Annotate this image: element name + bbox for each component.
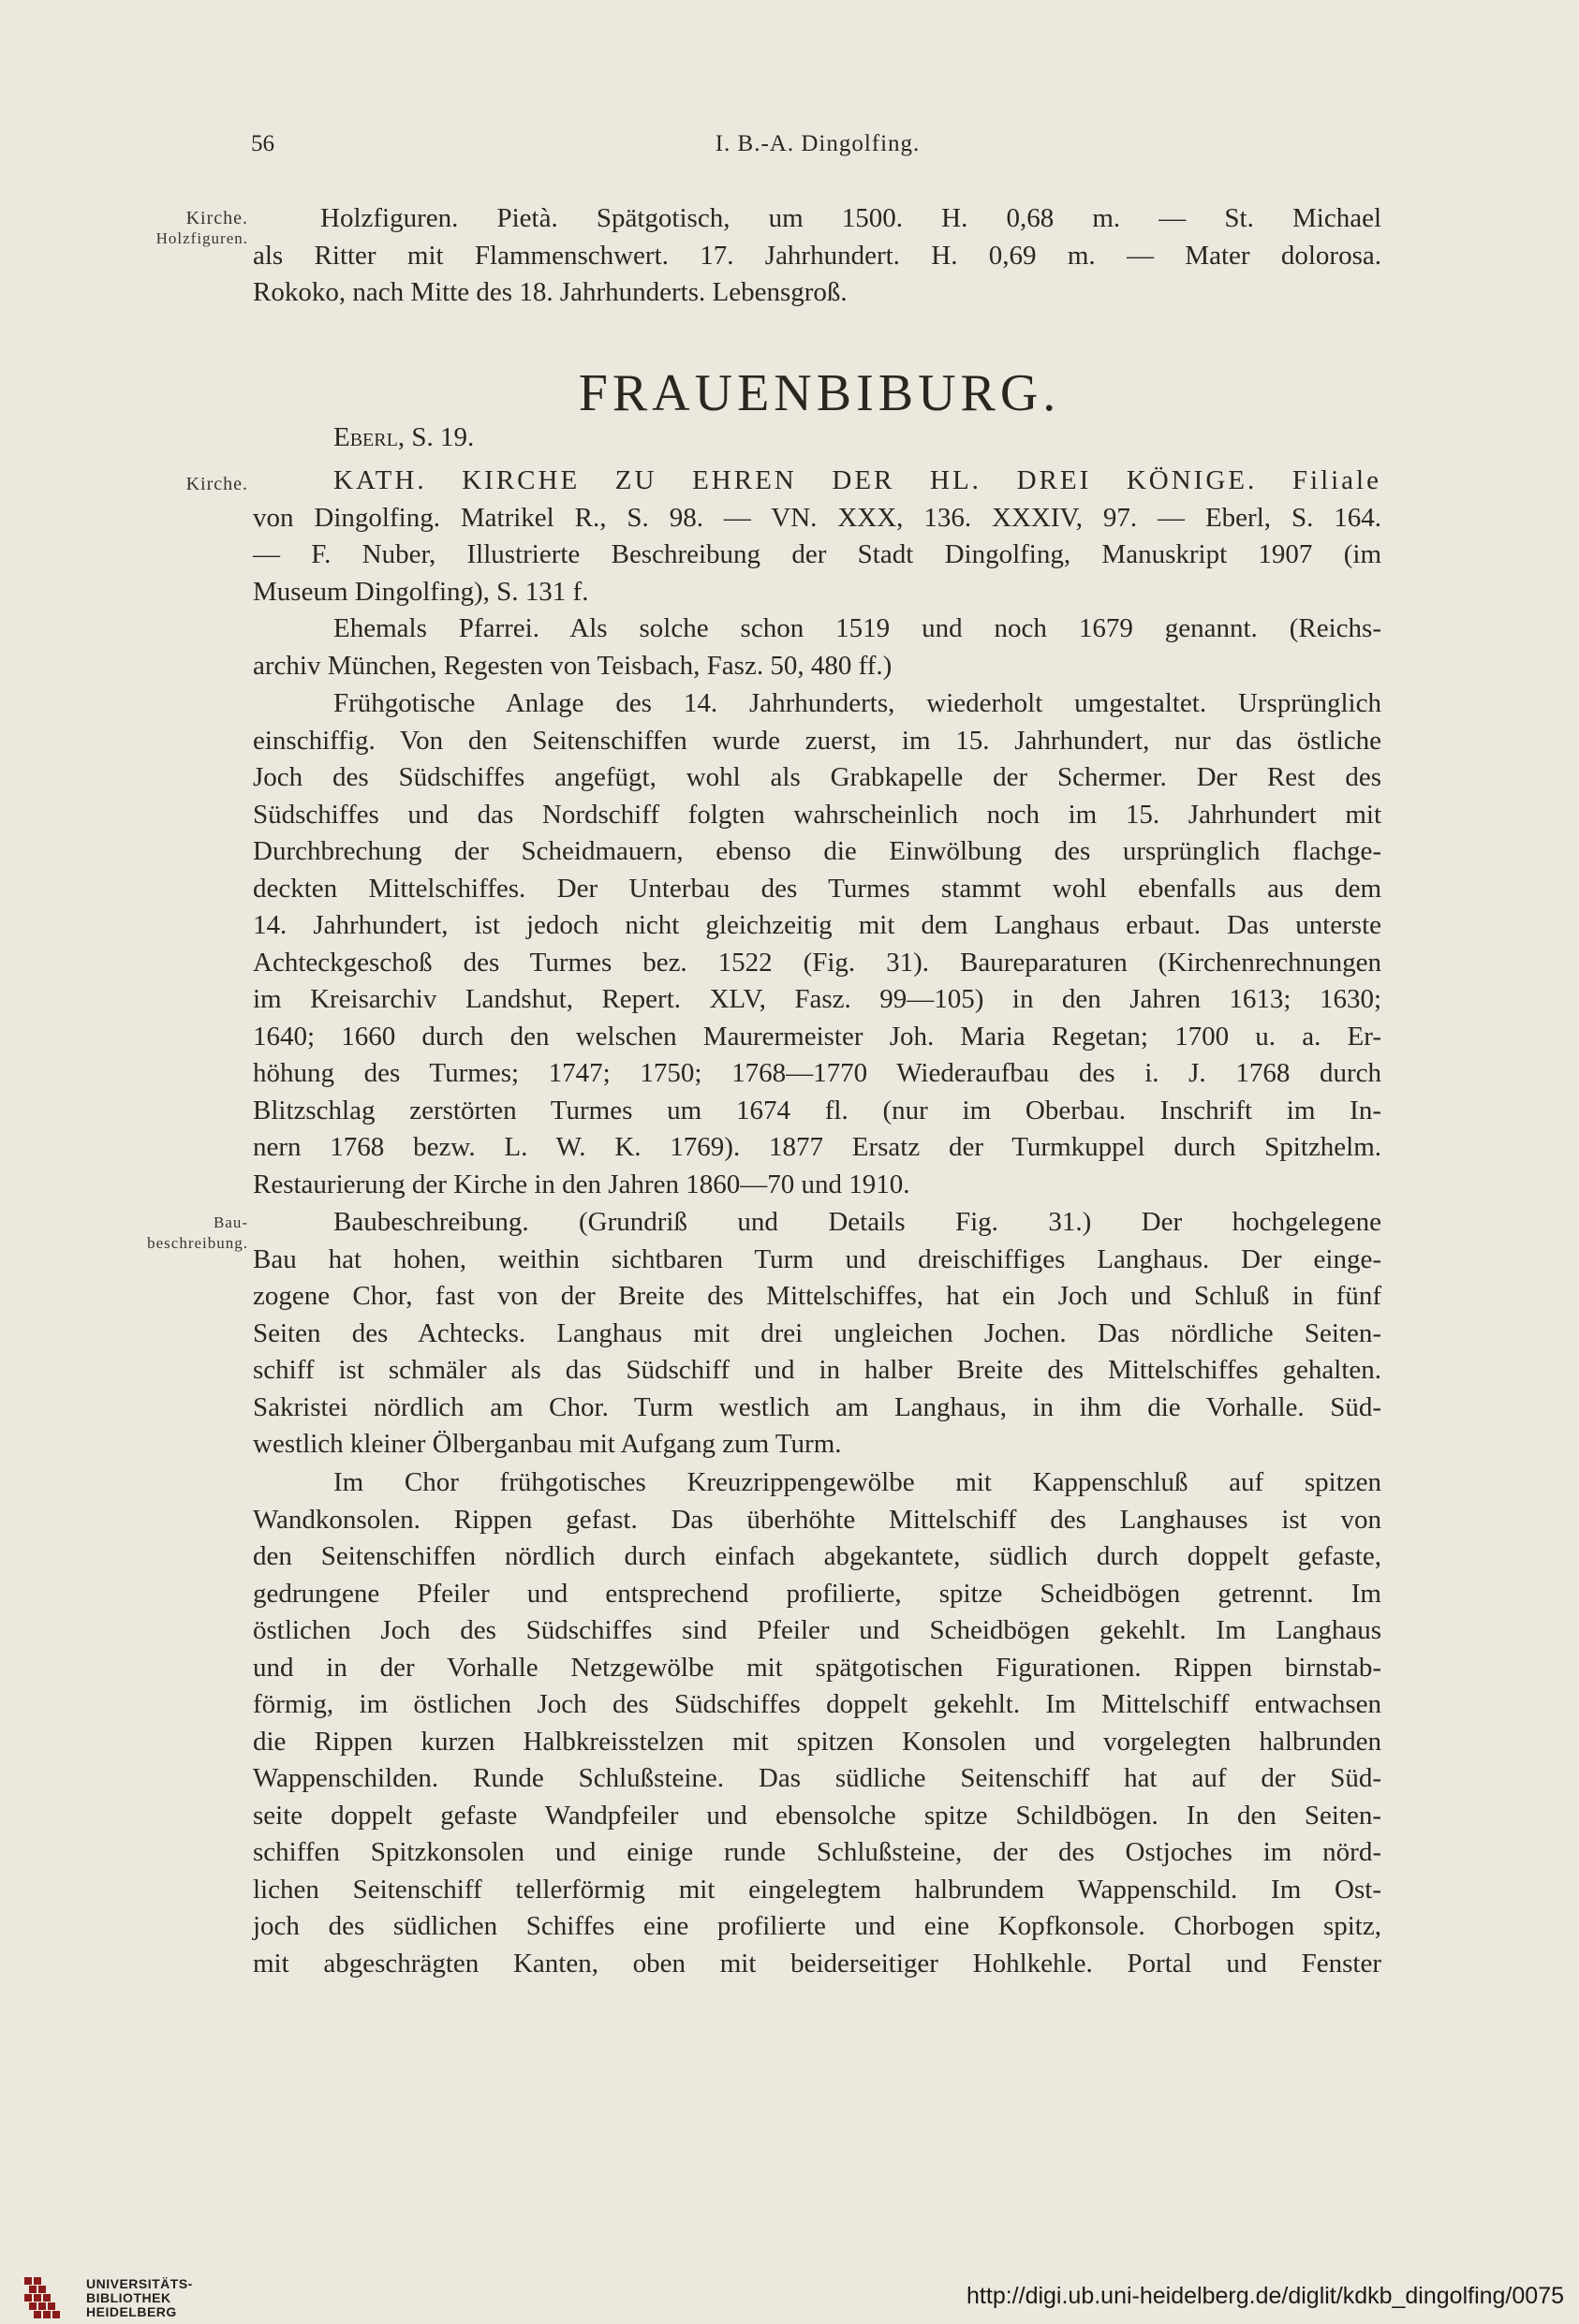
paragraph-history: Frühgotische Anlage des 14. Jahrhunderts, wiederholt umgestaltet. Ursprünglich einschiffig. Von den Seitenschiffen wurde zuerst, im 15. Jahrhundert, nur das östliche Joch des Südschiffes angefügt, wohl als Grabkapelle der Schermer. Der Rest des Südschiffes und das Nordschiff folgten wahrscheinlich noch im 15. Jahrhundert mit Durchbrechung der Scheidmauern, ebenso die Einwölbung des ursprünglich flachge- deckten Mittelschiffes. Der Unterbau des Turmes stammt wohl ebenfalls aus dem 14. Jahrhundert, ist jedoch nicht gleichzeitig mit dem Langhaus erbaut. Das unterste Achteckgeschoß des Turmes bez. 1522 (Fig. 31). Baureparaturen (Kirchenrechnungen im Kreisarchiv Landshut, Repert. XLV, Fasz. 99—105) in den Jahren 1613; 1630; 1640; 1660 durch den welschen Maurermeister Joh. Maria Regetan; 1700 u. a. Er- höhung des Turmes; 1747; 1750; 1768—1770 Wiederaufbau des i. J. 1768 durch Blitzschlag zerstörten Turmes um 1674 fl. (nur im Oberbau. Inschrift im In- nern 1768 bezw. L. W. K. 1769). 1877 Ersatz der Turmkuppel durch Spitzhelm. Restaurierung der Kirche in den Jahren 1860—70 und 1910. [253, 688, 1381, 1199]
page-number: 56 [251, 131, 274, 156]
source-url-link[interactable]: http://digi.ub.uni-heidelberg.de/diglit/kdkb_dingolfing/0075 [967, 2283, 1564, 2309]
margin-note-kirche: Kirche. [185, 474, 248, 494]
reference-line: Eberl, S. 19. [333, 422, 475, 452]
university-seal-icon [19, 2272, 75, 2320]
margin-note-holzfiguren: Kirche. Holzfiguren. [155, 208, 248, 247]
paragraph-church-heading: KATH. KIRCHE ZU EHREN DER HL. DREI KÖNIGE. Filiale von Dingolfing. Matrikel R., S. 98. — VN. XXX, 136. XXXIV, 97. — Eberl, S. 164. — F. Nuber, Illustrierte Beschreibung der Stadt Dingolfing, Manuskript 1907 (im Museum Dingolfing), S. 131 f. [253, 465, 1381, 607]
margin-note-baubeschreibung: Bau- beschreibung. [147, 1213, 248, 1252]
paragraph-baubeschreibung: Baubeschreibung. (Grundriß und Details Fig. 31.) Der hochgelegene Bau hat hohen, weithin sichtbaren Turm und dreischiffiges Langhaus. Der einge- zogene Chor, fast von der Breite des Mittelschiffes, hat ein Joch und Schluß in fünf Seiten des Achtecks. Langhaus mit drei ungleichen Jochen. Das nördliche Seiten- schiff ist schmäler als das Südschiff und in halber Breite des Mittelschiffes gehalten. Sakristei nördlich am Chor. Turm westlich am Langhaus, in ihm die Vorhalle. Süd- westlich kleiner Ölberganbau mit Aufgang zum Turm. [253, 1207, 1381, 1459]
library-name: UNIVERSITÄTS- BIBLIOTHEK HEIDELBERG [86, 2276, 193, 2319]
section-title: FRAUENBIBURG. [578, 364, 1061, 422]
paragraph-pfarrei: Ehemals Pfarrei. Als solche schon 1519 und noch 1679 genannt. (Reichs- archiv München, Regesten von Teisbach, Fasz. 50, 480 ff.) [253, 613, 1381, 681]
footer-bar [0, 2266, 1579, 2324]
paragraph-holzfiguren: Holzfiguren. Pietà. Spätgotisch, um 1500. H. 0,68 m. — St. Michael als Ritter mit Flammenschwert. 17. Jahrhundert. H. 0,69 m. — Mater dolorosa. Rokoko, nach Mitte des 18. Jahrhunderts. Lebensgroß. [253, 203, 1381, 307]
running-title: I. B.-A. Dingolfing. [715, 131, 921, 156]
paragraph-interior: Im Chor frühgotisches Kreuzrippengewölbe mit Kappenschluß auf spitzen Wandkonsolen. Rippen gefast. Das überhöhte Mittelschiff des Langhauses ist von den Seitenschiffen nördlich durch einfach abgekantete, südlich durch doppelt gefaste, gedrungene Pfeiler und entsprechend profilierte, spitze Scheidbögen getrennt. Im östlichen Joch des Südschiffes sind Pfeiler und Scheidbögen gekehlt. Im Langhaus und in der Vorhalle Netzgewölbe mit spätgotischen Figurationen. Rippen birnstab- förmig, im östlichen Joch des Südschiffes doppelt gekehlt. Im Mittelschiff entwachsen die Rippen kurzen Halbkreisstelzen mit spitzen Konsolen und vorgelegten halbrunden Wappenschilden. Runde Schlußsteine. Das südliche Seitenschiff hat auf der Süd- seite doppelt gefaste Wandpfeiler und ebensolche spitze Schildbögen. In den Seiten- schiffen Spitzkonsolen und einige runde Schlußsteine, der des Ostjoches im nörd- lichen Seitenschiff tellerförmig mit eingelegtem halbrundem Wappenschild. Im Ost- joch des südlichen Schiffes eine profilierte und eine Kopfkonsole. Chorbogen spitz, mit abgeschrägten Kanten, oben mit beiderseitiger Hohlkehle. Portal und Fenster [253, 1467, 1381, 1978]
